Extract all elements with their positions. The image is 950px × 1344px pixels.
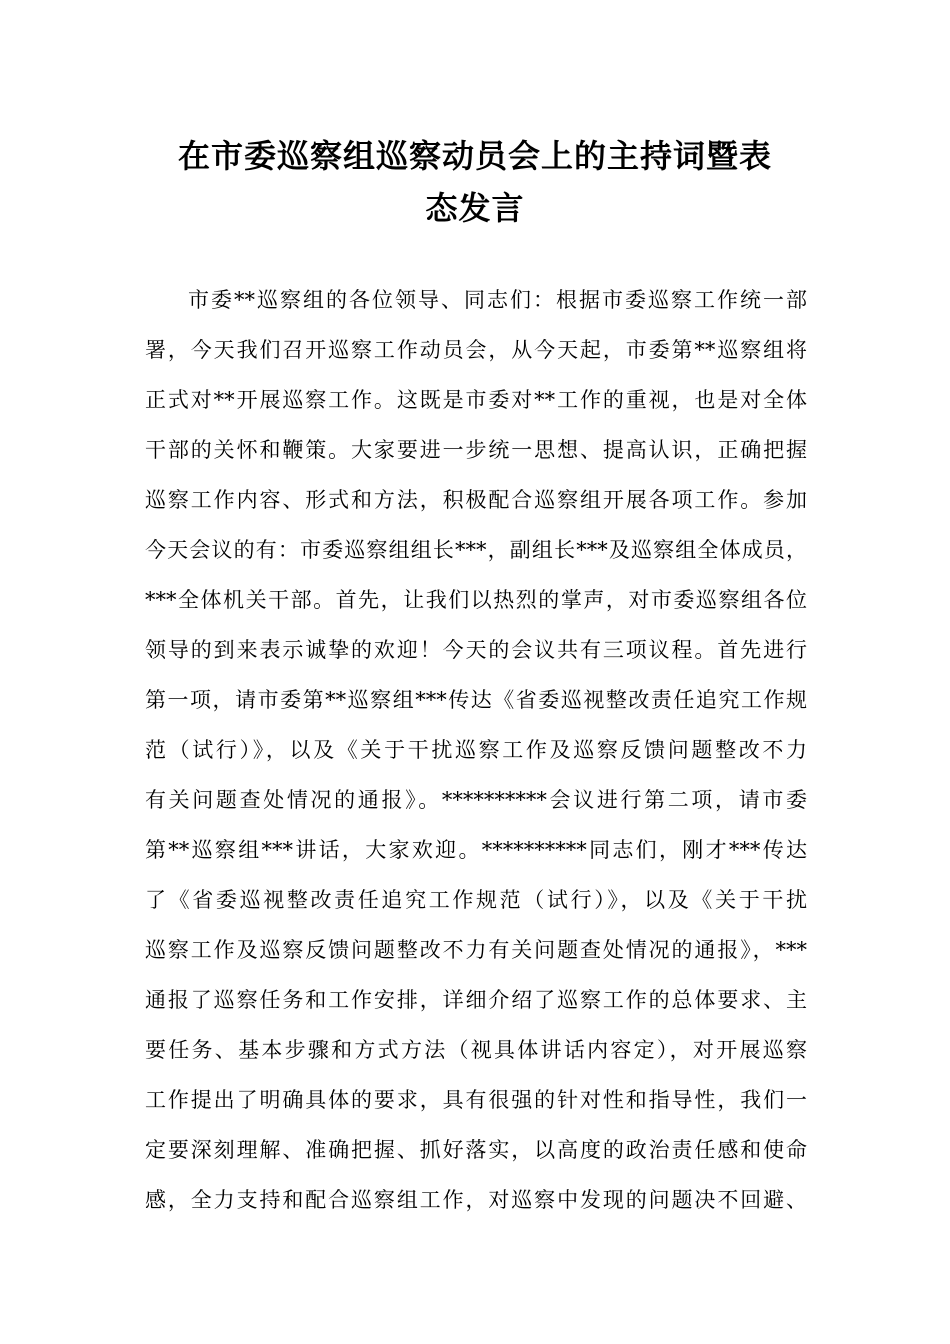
body-line: 今天会议的有：市委巡察组组长***，副组长***及巡察组全体成员， <box>145 538 807 562</box>
body-line: 巡察工作内容、形式和方法，积极配合巡察组开展各项工作。参加 <box>145 488 807 512</box>
document-title <box>145 130 805 234</box>
body-line: 正式对**开展巡察工作。这既是市委对**工作的重视，也是对全体 <box>145 388 807 412</box>
body-line: 干部的关怀和鞭策。大家要进一步统一思想、提高认识，正确把握 <box>145 438 807 462</box>
title-line-2: 态发言 <box>425 189 525 227</box>
body-line: 要任务、基本步骤和方式方法（视具体讲话内容定），对开展巡察 <box>145 1038 807 1062</box>
body-line: 第一项，请市委第**巡察组***传达《省委巡视整改责任追究工作规 <box>145 688 807 712</box>
body-line: 署，今天我们召开巡察工作动员会，从今天起，市委第**巡察组将 <box>145 338 807 362</box>
body-line: 领导的到来表示诚挚的欢迎！今天的会议共有三项议程。首先进行 <box>145 638 807 662</box>
document-body <box>145 275 807 1225</box>
body-line: ***全体机关干部。首先，让我们以热烈的掌声，对市委巡察组各位 <box>145 588 807 612</box>
body-line: 通报了巡察任务和工作安排，详细介绍了巡察工作的总体要求、主 <box>145 988 807 1012</box>
body-line: 定要深刻理解、准确把握、抓好落实，以高度的政治责任感和使命 <box>145 1138 807 1162</box>
body-line: 有关问题查处情况的通报》。**********会议进行第二项，请市委 <box>145 788 807 812</box>
body-line: 市委**巡察组的各位领导、同志们：根据市委巡察工作统一部 <box>188 288 807 312</box>
body-line: 巡察工作及巡察反馈问题整改不力有关问题查处情况的通报》，*** <box>145 938 807 962</box>
body-line: 感，全力支持和配合巡察组工作，对巡察中发现的问题决不回避、 <box>145 1188 807 1212</box>
body-line: 了《省委巡视整改责任追究工作规范（试行）》，以及《关于干扰 <box>145 888 807 912</box>
body-line: 范（试行）》，以及《关于干扰巡察工作及巡察反馈问题整改不力 <box>145 738 807 762</box>
body-line: 工作提出了明确具体的要求，具有很强的针对性和指导性，我们一 <box>145 1088 807 1112</box>
title-line-1: 在市委巡察组巡察动员会上的主持词暨表 <box>177 137 772 175</box>
body-line: 第**巡察组***讲话，大家欢迎。**********同志们，刚才***传达 <box>145 838 807 862</box>
